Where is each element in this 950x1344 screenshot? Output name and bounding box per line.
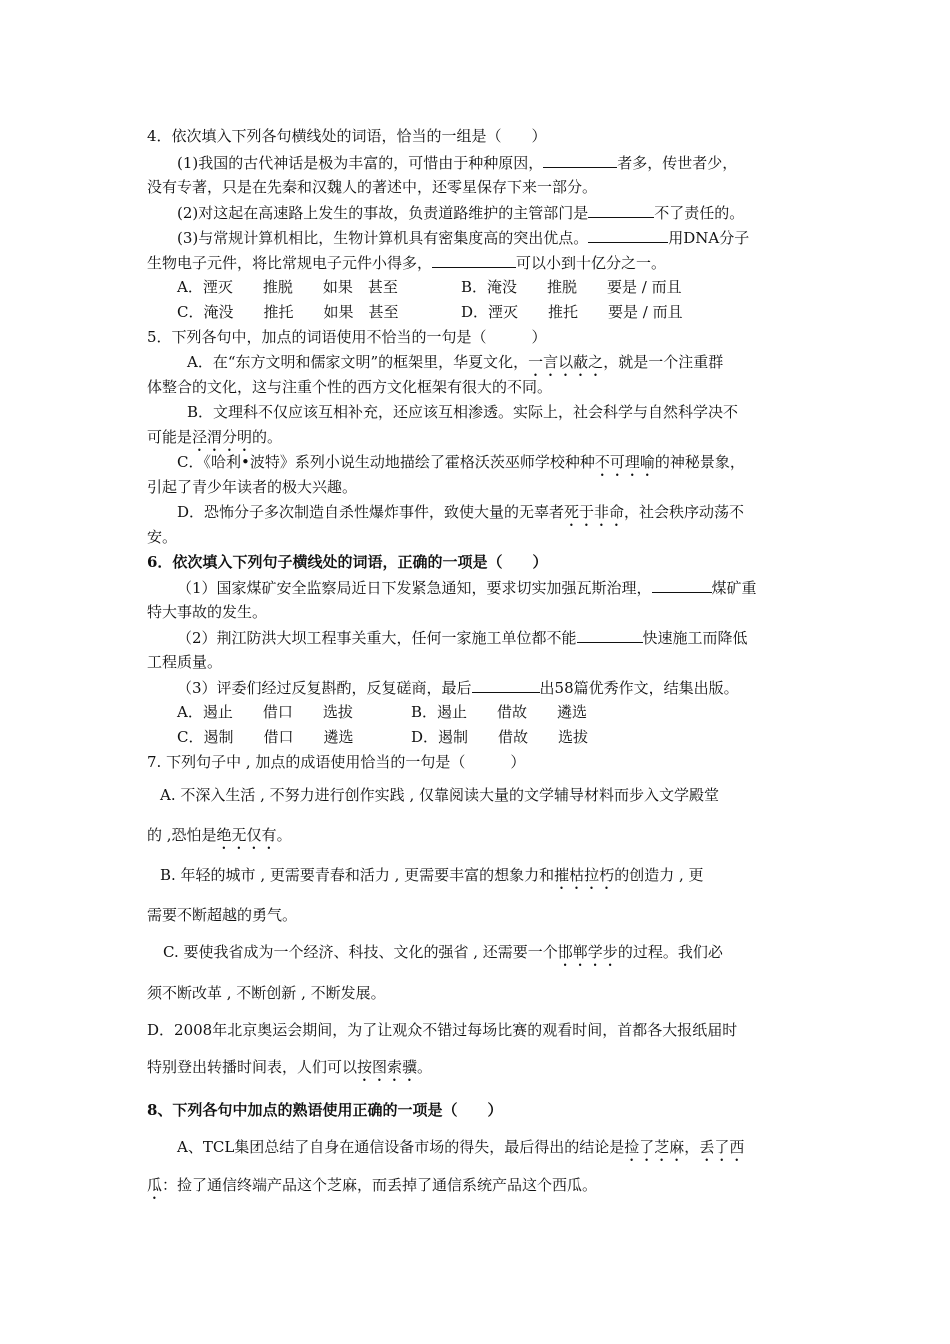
q6-sentence-1-cont: 特大事故的发生。: [147, 603, 268, 621]
q4-blank-1: [543, 152, 617, 168]
q5-option-a-cont: 体整合的文化，这与注重个性的西方文化框架有很大的不同。: [147, 378, 553, 396]
q4-blank-4: [432, 252, 516, 268]
q5-option-a: A．在“东方文明和儒家文明”的框架里，华夏文化，一言以蔽之，就是一个注重群: [187, 353, 724, 371]
q7-dotted-word-a: 绝无仅有: [216, 826, 277, 844]
q6-sentence-1: （1）国家煤矿安全监察局近日下发紧急通知，要求切实加强瓦斯治理， 煤矿重: [177, 579, 757, 597]
q6-option-b: B．遏止 借故 遴选: [411, 703, 588, 721]
q6-sentence-2-cont: 工程质量。: [147, 653, 223, 671]
q7-option-c-cont: 须不断改革 , 不断创新 , 不断发展。: [147, 984, 386, 1002]
q4-sentence-3: (3)与常规计算机相比，生物计算机具有密集度高的突出优点。 用DNA分子: [177, 229, 750, 247]
q7-option-b-cont: 需要不断超越的勇气。: [147, 906, 298, 924]
q7-stem: 7. 下列句子中 , 加点的成语使用恰当的一句是（ ）: [147, 753, 526, 771]
q4-option-c: C．淹没 推托 如果 甚至: [177, 303, 399, 321]
q4-option-a: A．湮灭 推脱 如果 甚至: [177, 278, 398, 296]
q5-option-d: D．恐怖分子多次制造自杀性爆炸事件，致使大量的无辜者死于非命，社会秩序动荡不: [177, 503, 745, 521]
q4-sentence-2: (2)对这起在高速路上发生的事故，负责道路维护的主管部门是 不了责任的。: [177, 204, 745, 222]
q7-option-c: C. 要使我省成为一个经济、科技、文化的强省 , 还需要一个邯郸学步的过程。我们必: [163, 943, 723, 961]
q5-option-d-cont: 安。: [147, 528, 178, 546]
q8-dotted-word-a1: 捡了芝麻: [624, 1138, 685, 1156]
q8-dotted-word-a2: 丢了西: [699, 1138, 745, 1156]
q8-option-a: A、TCL集团总结了自身在通信设备市场的得失，最后得出的结论是捡了芝麻，丢了西: [177, 1138, 745, 1156]
q4-blank-2: [588, 202, 654, 218]
q6-sentence-3: （3）评委们经过反复斟酌，反复磋商，最后 出58篇优秀作文，结集出版。: [177, 679, 739, 697]
q6-blank-3: [472, 677, 540, 693]
q7-option-a-cont: 的 ,恐怕是绝无仅有。: [147, 826, 292, 844]
q5-dotted-word-b: 泾渭分明: [192, 428, 253, 446]
q5-option-c: C．《哈利•波特》系列小说生动地描绘了霍格沃茨巫师学校种种不可理喻的神秘景象，: [177, 453, 745, 471]
q8-stem: 8、下列各句中加点的熟语使用正确的一项是（ ）: [147, 1101, 503, 1119]
q5-option-b: B．文理科不仅应该互相补充，还应该互相渗透。实际上，社会科学与自然科学决不: [187, 403, 739, 421]
q5-option-b-cont: 可能是泾渭分明的。: [147, 428, 283, 446]
q6-blank-1: [652, 577, 712, 593]
q4-blank-3: [588, 227, 668, 243]
q7-dotted-word-d: 按图索骥: [357, 1058, 418, 1076]
q6-option-d: D．遏制 借故 选拔: [411, 728, 589, 746]
q4-option-b: B．淹没 推脱 要是 / 而且: [461, 278, 682, 296]
q5-dotted-word-c: 不可理喻: [594, 453, 655, 471]
q5-dotted-word-d: 死于非命: [564, 503, 625, 521]
q6-option-a: A．遏止 借口 选拔: [177, 703, 353, 721]
q7-option-d: D．2008年北京奥运会期间，为了让观众不错过每场比赛的观看时间，首都各大报纸届时: [147, 1021, 738, 1039]
q7-dotted-word-c: 邯郸学步: [557, 943, 618, 961]
q6-stem: 6．依次填入下列句子横线处的词语，正确的一项是（ ）: [147, 553, 548, 571]
q8-option-a-cont: 瓜：捡了通信终端产品这个芝麻，而丢掉了通信系统产品这个西瓜。: [147, 1176, 598, 1194]
q4-option-d: D．湮灭 推托 要是 / 而且: [461, 303, 683, 321]
q5-stem: 5．下列各句中，加点的词语使用不恰当的一句是（ ）: [147, 328, 547, 346]
q7-option-d-cont: 特别登出转播时间表，人们可以按图索骥。: [147, 1058, 433, 1076]
q6-sentence-2: （2）荆江防洪大坝工程事关重大，任何一家施工单位都不能 快速施工而降低: [177, 629, 748, 647]
q7-option-b: B. 年轻的城市 , 更需要青春和活力 , 更需要丰富的想象力和摧枯拉朽的创造力 , 更: [160, 866, 704, 884]
q4-sentence-1-cont: 没有专著，只是在先秦和汉魏人的著述中，还零星保存下来一部分。: [147, 178, 598, 196]
q5-dotted-word-a: 一言以蔽之: [528, 353, 604, 371]
q7-option-a: A. 不深入生活 , 不努力进行创作实践 , 仅靠阅读大量的文学辅导材料而步入文学殿堂: [160, 786, 719, 804]
q5-option-c-cont: 引起了青少年读者的极大兴趣。: [147, 478, 358, 496]
q7-dotted-word-b: 摧枯拉朽: [554, 866, 615, 884]
q8-dotted-word-a3: 瓜: [147, 1176, 163, 1194]
q4-sentence-1: (1)我国的古代神话是极为丰富的，可惜由于种种原因， 者多，传世者少，: [177, 154, 738, 172]
q4-sentence-3-cont: 生物电子元件，将比常规电子元件小得多， 可以小到十亿分之一。: [147, 254, 667, 272]
q6-option-c: C．遏制 借口 遴选: [177, 728, 354, 746]
q6-blank-2: [577, 627, 643, 643]
q4-stem: 4．依次填入下列各句横线处的词语，恰当的一组是（ ）: [147, 127, 547, 145]
